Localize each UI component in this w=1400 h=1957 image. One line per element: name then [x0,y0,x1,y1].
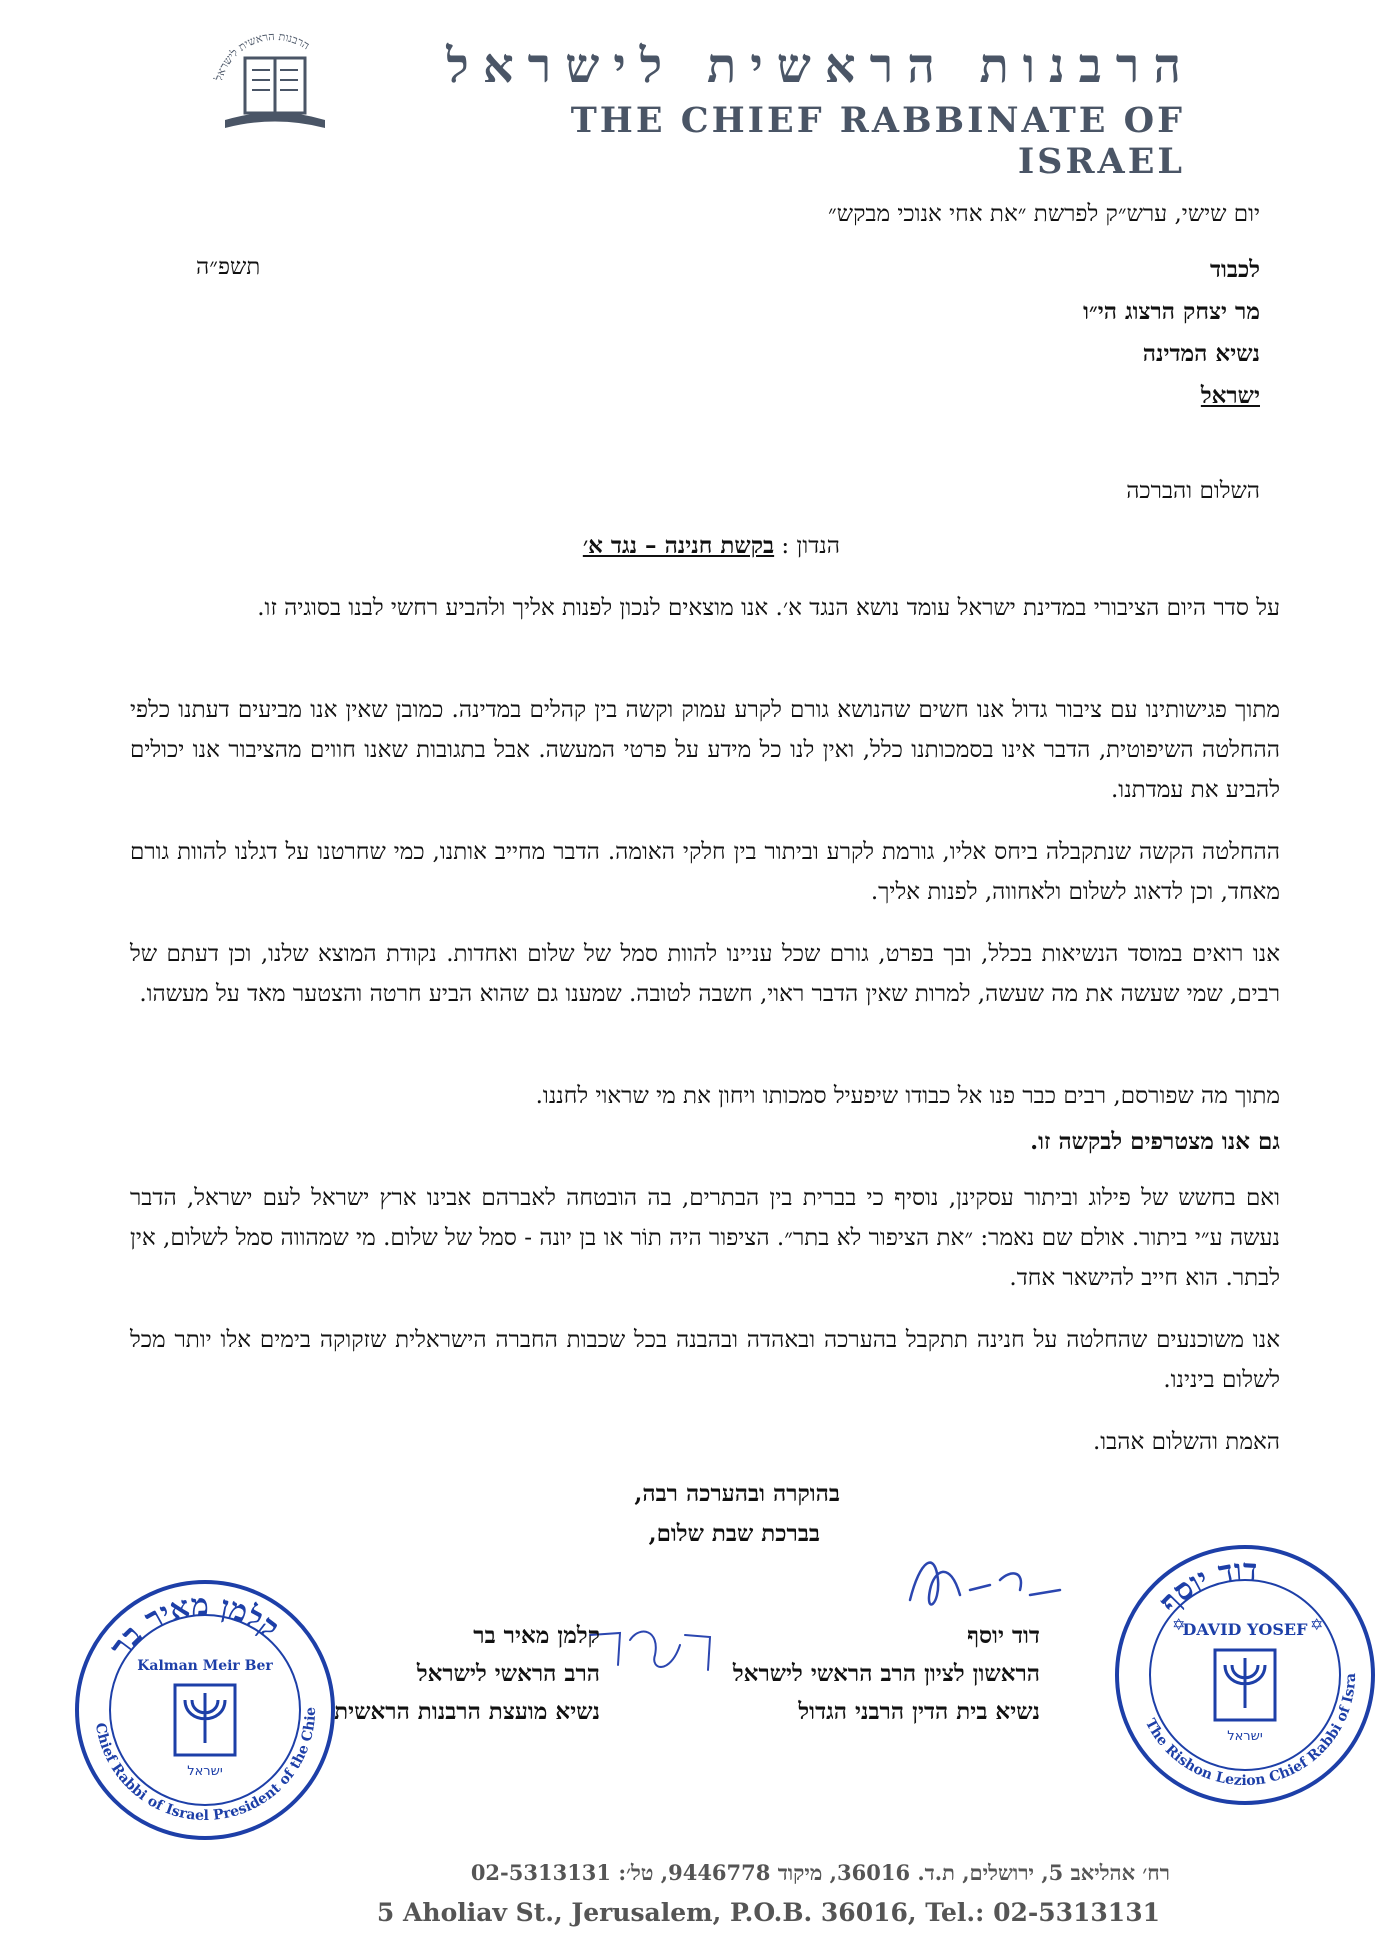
star-icon: ✡ [1310,1615,1324,1634]
signatory-right-title: נשיא בית הדין הרבני הגדול [798,1698,1040,1725]
open-book-emblem-icon [200,20,350,150]
date-line: יום שישי, ערש״ק לפרשת ״את אחי אנוכי מבקש״ [828,201,1260,227]
closing-line: בהוקרה ובהערכה רבה, [634,1480,840,1507]
handwritten-signature-left [580,1615,720,1695]
footer-address-hebrew: רח׳ אהליאב 5, ירושלים, ת.ד. 36016, מיקוד 9446778, טל׳: 02-5313131 [470,1860,1170,1885]
subject-text: בקשת חנינה – נגד א׳ [582,532,775,559]
handwritten-signature-right [900,1540,1100,1630]
subject-label: הנדון : [774,533,840,559]
stamp-left-hebrew: קלמן מאיר בר [102,1587,286,1664]
stamp-left-english-name: Kalman Meir Ber [137,1658,273,1674]
closing-line: בברכת שבת שלום, [648,1520,820,1547]
official-stamp-right [1110,1540,1380,1810]
body-paragraph-emphasis: גם אנו מצטרפים לבקשה זו. [1030,1128,1280,1155]
svg-text:דוד יוסף [1152,1553,1258,1620]
signatory-right-name: דוד יוסף [967,1622,1040,1649]
recipient-country: ישראל [1200,382,1260,409]
subject-line [583,530,840,562]
body-paragraph: ההחלטה הקשה שנתקבלה ביחס אליו, גורמת לקרע וביתור בין חלקי האומה. הדבר מחייב אותנו, כמי שחרטנו על דגלנו להוות גורם מאחד, וכן לדאוג לשלום ולאחווה, לפנות אליך. [130,839,1280,905]
signatory-left-name: קלמן מאיר בר [473,1622,600,1649]
stamp-left-inner-text: ישראל [187,1764,223,1779]
official-stamp-left [70,1575,340,1845]
recipient-title: נשיא המדינה [1142,340,1260,367]
body-paragraph: אנו משוכנעים שהחלטה על חנינה תתקבל בהערכה ובאהדה ובהבנה בכל שכבות החברה הישראלית שזקוקה בימים אלו יותר מכל לשלום בינינו. [130,1327,1280,1393]
logo-ring-text: הרבנות הראשית לישראל [212,29,312,83]
body-paragraph: האמת והשלום אהבו. [1092,1429,1280,1455]
body-paragraph: מתוך מה שפורסם, רבים כבר פנו אל כבודו שיפעיל סמכותו ויחון את מי שראוי לחננו. [535,1083,1280,1109]
body-paragraph: מתוך פגישותינו עם ציבור גדול אנו חשים שהנושא גורם לקרע עמוק וקשה בין קהלים במדינה. כמובן שאין אנו מביעים דעתנו כלפי ההחלטה השיפוטית, הדבר אינו בסמכותנו כלל, ואין לנו כל מידע על פרטי המעשה. אבל בתגובות שאנו חווים מהציבור אנו יכולים להביע את עמדתנו. [130,697,1280,803]
signatory-left-title: הרב הראשי לישראל [416,1660,600,1687]
footer-address-english: 5 Aholiav St., Jerusalem, P.O.B. 36016, Tel.: 02-5313131 [376,1898,1160,1927]
recipient-name: מר יצחק הרצוג הי״ו [1083,298,1260,325]
signatory-left-title: נשיא מועצת הרבנות הראשית [334,1698,600,1725]
signatory-right-title: הראשון לציון הרב הראשי לישראל [732,1660,1040,1687]
stamp-right-english-name: DAVID YOSEF [1182,1620,1308,1639]
body-paragraph: ואם בחשש של פילוג וביתור עסקינן, נוסיף כי בברית בין הבתרים, בה הובטחה לאברהם אבינו ארץ ישראל לעם ישראל, הדבר נעשה ע״י ביתור. אולם שם נאמר: ״את הציפור לא בתר״. הציפור היה תוֹר או בן יונה - סמל של שלום. מי שמהווה סמל לשלום, אין לבתר. הוא חייב להישאר אחד. [130,1185,1280,1291]
star-icon: ✡ [1172,1615,1186,1634]
body-paragraph: על סדר היום הציבורי במדינת ישראל עומד נושא הנגד א׳. אנו מוצאים לנכון לפנות אליך ולהביע רחשי לבנו בסוגיה זו. [257,595,1280,621]
letterhead-title-english: THE CHIEF RABBINATE OF ISRAEL [570,100,1185,182]
stamp-right-hebrew: דוד יוסף [1152,1552,1258,1620]
rabbinate-logo [200,20,350,150]
stamp-right-inner-text: ישראל [1227,1729,1263,1744]
letterhead-title-hebrew: הרבנות הראשית לישראל [446,38,1195,94]
body-paragraph: אנו רואים במוסד הנשיאות בכלל, ובך בפרט, גורם שכל עניינו להוות סמל של שלום ואחדות. נקודת המוצא שלנו, וכן דעתם של רבים, שמי שעשה את מה שעשה, למרות שאין הדבר ראוי, חשבה לטובה. שמענו גם שהוא הביע חרטה והצטער מאד על מעשהו. [130,941,1280,1007]
recipient-line: לכבוד [1209,256,1260,283]
stamp-right-ring-english: The Rishon Lezion Chief Rabbi of Isra [1141,1672,1360,1790]
svg-text:The Rishon Lezion Chief Rabbi [1110,1540,1359,1789]
stamp-left-ring-english: Chief Rabbi of Israel President of the Chie [91,1706,320,1825]
svg-text:קלמן מאיר בר [103,1588,286,1664]
hebrew-year: תשפ״ה [196,254,261,280]
greeting: השלום והברכה [1126,478,1260,504]
